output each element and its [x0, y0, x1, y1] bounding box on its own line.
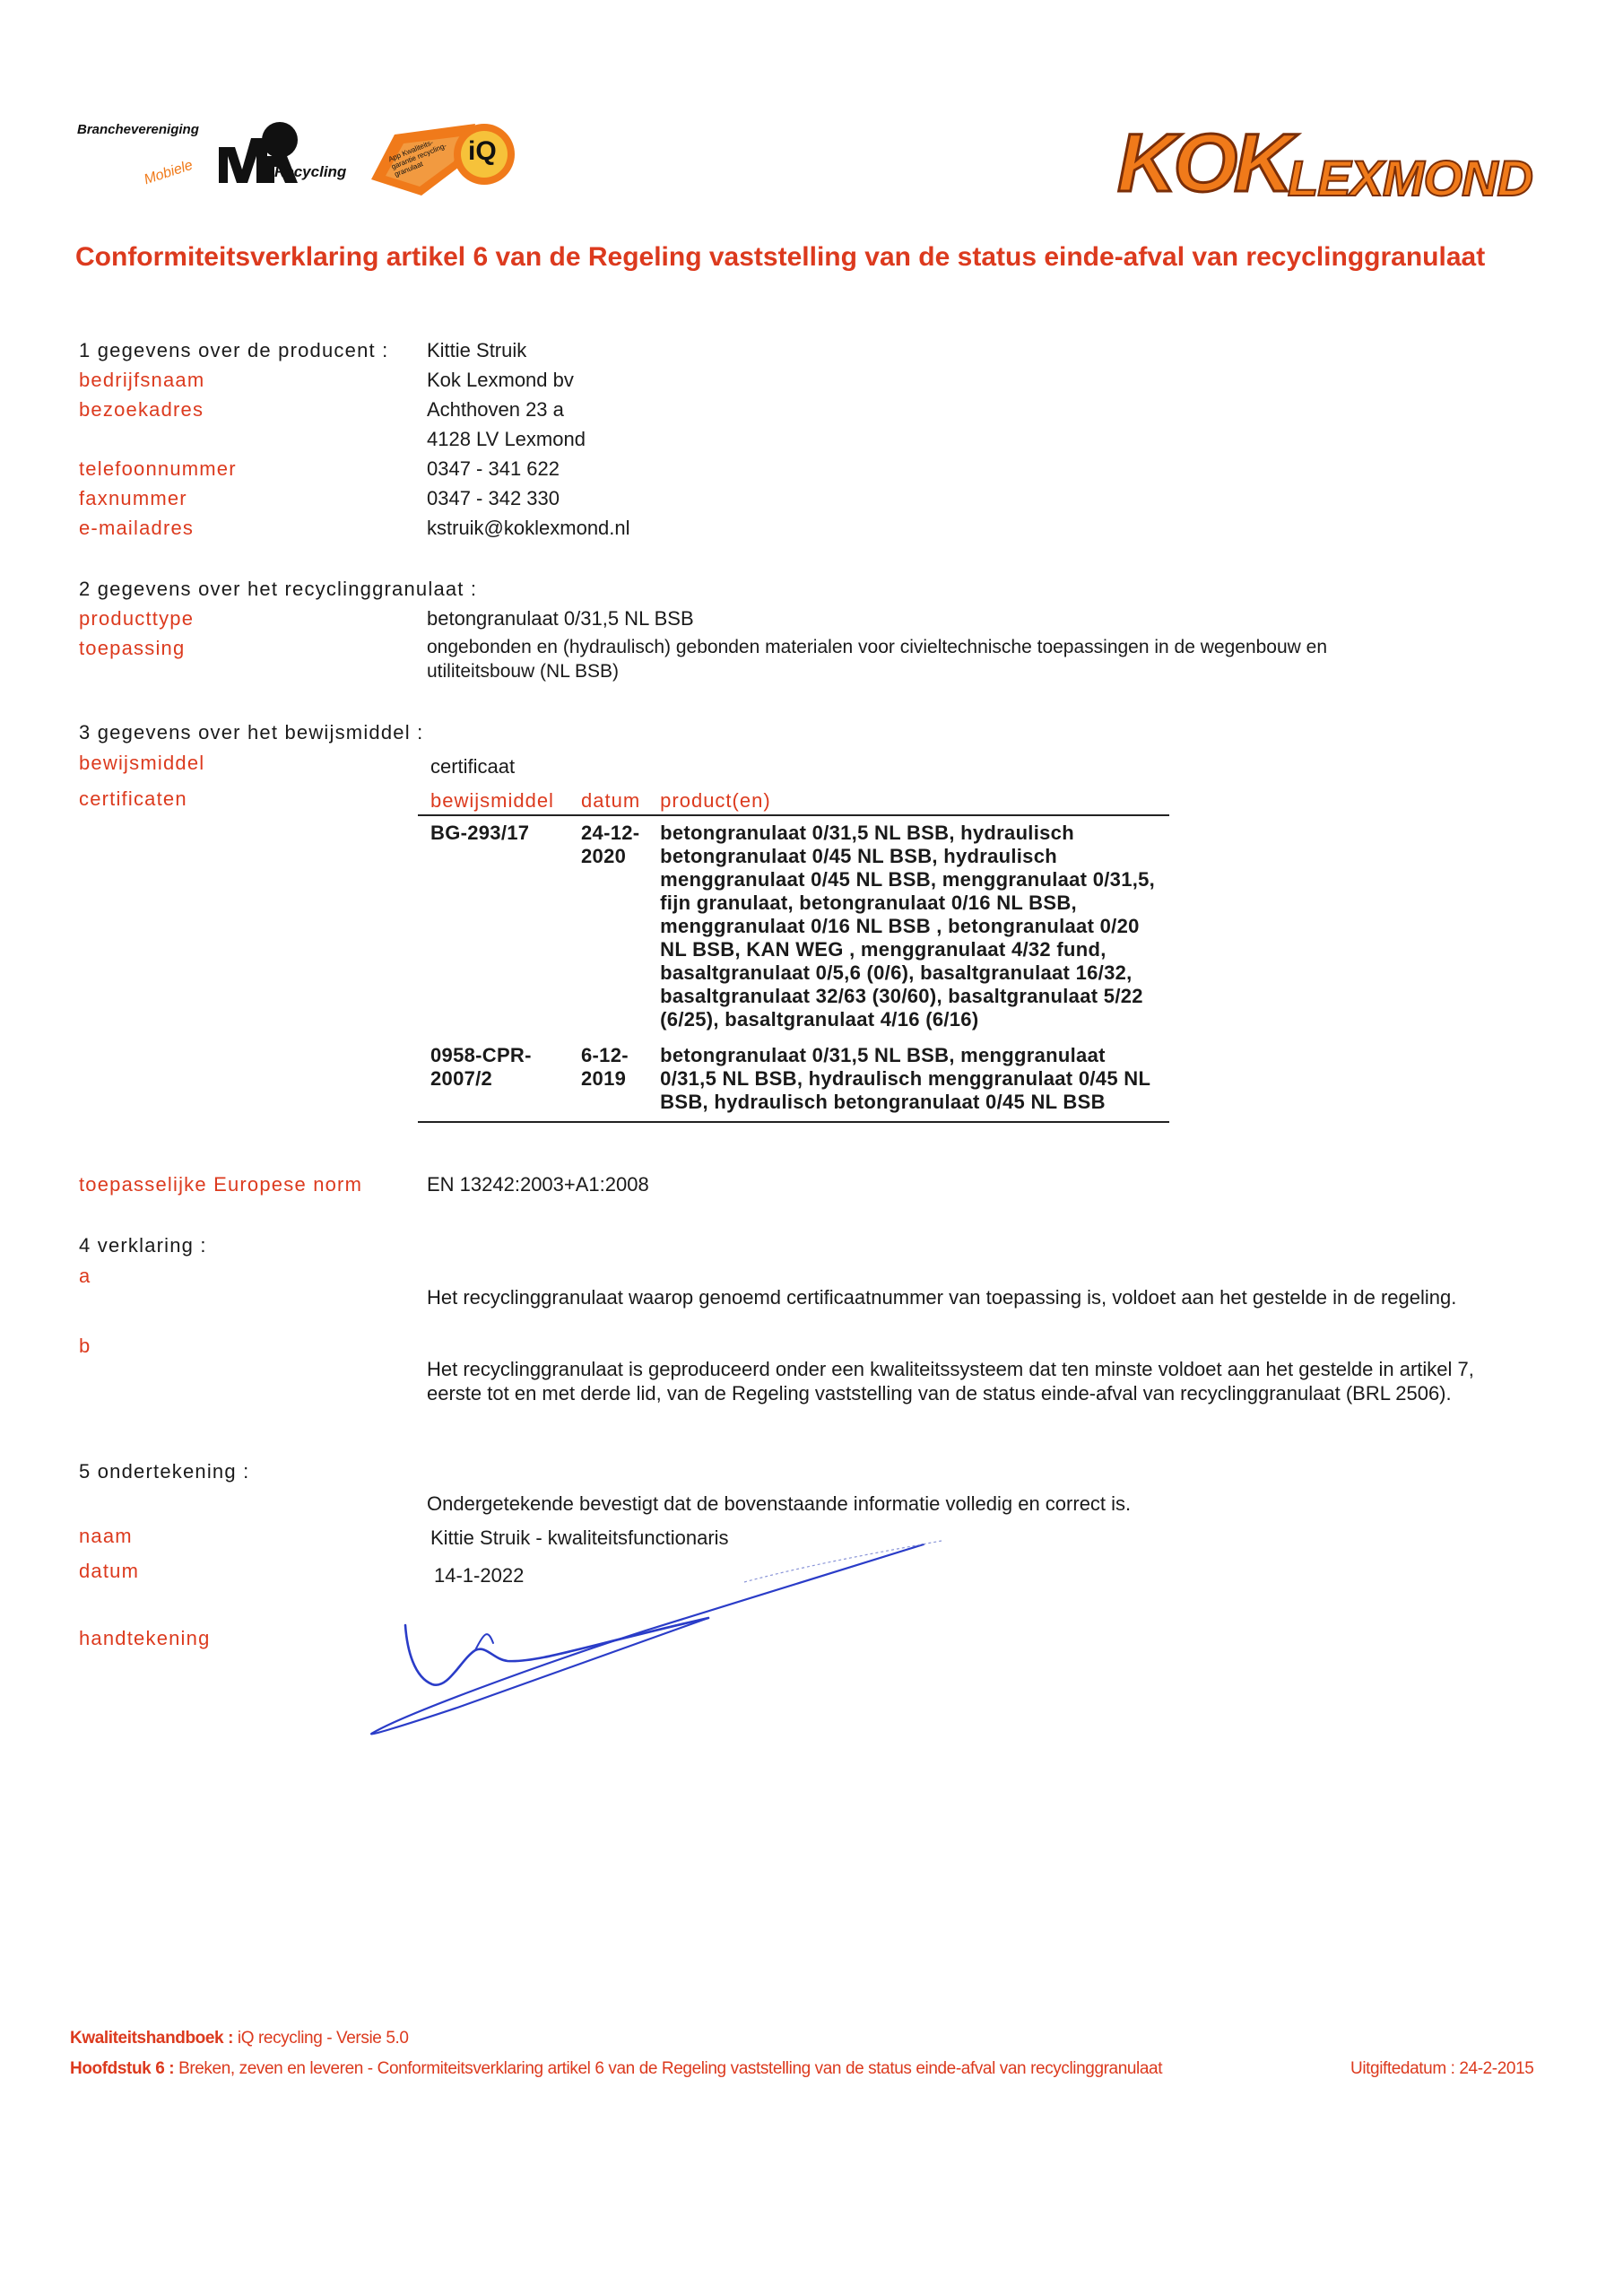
branchevereniging-logo: [72, 115, 359, 213]
footer-uitgiftedatum: Uitgiftedatum : 24-2-2015: [1350, 2059, 1534, 2078]
value-toepassing-line2: utiliteitsbouw (NL BSB): [427, 661, 619, 682]
value-datum: 14-1-2022: [434, 1564, 525, 1587]
footer-line1: [70, 2029, 409, 2048]
cell-datum: 24-12-2020: [581, 822, 640, 867]
value-postcode: 4128 LV Lexmond: [427, 428, 586, 450]
value-faxnummer: 0347 - 342 330: [427, 487, 560, 509]
cell-datum: 6-12-2019: [568, 1039, 647, 1122]
value-naam: Kittie Struik - kwaliteitsfunctionaris: [430, 1526, 729, 1549]
table-row: [418, 815, 1169, 1039]
logo-kok: KOK: [1117, 117, 1290, 209]
footer-line2: [70, 2059, 1162, 2079]
kok-lexmond-logo: [1112, 109, 1560, 217]
label-certificaten: certificaten: [79, 787, 187, 810]
section4-header: 4 verklaring :: [79, 1234, 207, 1257]
cell-bewijsmiddel: 0958-CPR-2007/2: [418, 1039, 568, 1122]
label-producttype: producttype: [79, 607, 195, 630]
value-a: Het recyclinggranulaat waarop genoemd certificaatnummer van toepassing is, voldoet aan het gestelde in de regeling.: [427, 1286, 1457, 1309]
value-bezoekadres: Achthoven 23 a: [427, 398, 564, 421]
label-a: a: [79, 1265, 91, 1287]
label-datum: datum: [79, 1560, 140, 1582]
logo-lexmond: LEXMOND: [1288, 150, 1532, 206]
iq-badge-ribbon-text: App Kwaliteits-garantie recycling-granulaat: [386, 138, 448, 179]
section1-header: 1 gegevens over de producent :: [79, 339, 389, 361]
section3-header: 3 gegevens over het bewijsmiddel :: [79, 721, 424, 744]
column-header-bewijsmiddel: bewijsmiddel: [418, 789, 568, 815]
logo-text-branche-2: ng: [182, 122, 199, 137]
footer-line2-label: Hoofdstuk 6 :: [70, 2059, 175, 2078]
cell-producten: betongranulaat 0/31,5 NL BSB, menggranulaat 0/31,5 NL BSB, hydraulisch menggranulaat 0/45 NL BSB, hydraulisch betongranulaat 0/45 NL BSB: [647, 1039, 1169, 1122]
label-email: e-mailadres: [79, 517, 195, 539]
label-bezoekadres: bezoekadres: [79, 398, 204, 421]
label-b: b: [79, 1335, 91, 1357]
value-b-line2: eerste tot en met derde lid, van de Regeling vaststelling van de status einde-afval van recyclinggranulaat (BRL 2506).: [427, 1382, 1452, 1405]
footer-line2-text: Breken, zeven en leveren - Conformiteitsverklaring artikel 6 van de Regeling vaststelling van de status einde-afval van recyclinggranulaat: [174, 2059, 1163, 2078]
value-bewijsmiddel: certificaat: [430, 755, 516, 778]
iq-badge-logo: [368, 117, 529, 206]
value-europese-norm: EN 13242:2003+A1:2008: [427, 1173, 649, 1196]
value-telefoonnummer: 0347 - 341 622: [427, 457, 560, 480]
label-europese-norm: toepasselijke Europese norm: [79, 1173, 363, 1196]
label-bedrijfsnaam: bedrijfsnaam: [79, 369, 205, 391]
iq-badge-text: iQ: [468, 136, 497, 166]
footer-line1-label: Kwaliteitshandboek :: [70, 2029, 234, 2048]
section5-header: 5 ondertekening :: [79, 1460, 250, 1483]
page-title: Conformiteitsverklaring artikel 6 van de Regeling vaststelling van de status einde-afval van recyclinggranulaat: [75, 242, 1486, 272]
section2-header: 2 gegevens over het recyclinggranulaat :: [79, 578, 478, 600]
column-header-producten: product(en): [647, 789, 1169, 815]
label-naam: naam: [79, 1525, 133, 1547]
certificates-table: [418, 789, 1169, 1123]
section1-header-value: Kittie Struik: [427, 339, 527, 361]
label-telefoonnummer: telefoonnummer: [79, 457, 237, 480]
label-toepassing: toepassing: [79, 637, 186, 659]
value-producttype: betongranulaat 0/31,5 NL BSB: [427, 607, 694, 630]
value-statement: Ondergetekende bevestigt dat de bovenstaande informatie volledig en correct is.: [427, 1492, 1132, 1515]
logo-text-branche-1: Brancheverenigi: [77, 122, 183, 137]
label-bewijsmiddel: bewijsmiddel: [79, 752, 205, 774]
value-b-line1: Het recyclinggranulaat is geproduceerd onder een kwaliteitssysteem dat ten minste voldoet aan het gestelde in artikel 7,: [427, 1358, 1474, 1380]
value-toepassing-line1: ongebonden en (hydraulisch) gebonden materialen voor civieltechnische toepassingen in de wegenbouw en: [427, 637, 1328, 657]
cell-producten: betongranulaat 0/31,5 NL BSB, hydraulisch betongranulaat 0/45 NL BSB, hydraulisch menggranulaat 0/45 NL BSB, menggranulaat 0/31,5, fijn granulaat, betongranulaat 0/16 NL BSB, menggranulaat 0/16 NL BSB , betongranulaat 0/20 NL BSB, KAN WEG , menggranulaat 4/32 fund, basaltgranulaat 0/5,6 (0/6), basaltgranulaat 16/32, basaltgranulaat 32/63 (30/60), basaltgranulaat 5/22 (6/25), basaltgranulaat 4/16 (6/16): [660, 822, 1156, 1031]
value-bedrijfsnaam: Kok Lexmond bv: [427, 369, 574, 391]
label-faxnummer: faxnummer: [79, 487, 187, 509]
column-header-datum: datum: [568, 789, 647, 815]
footer-line1-text: iQ recycling - Versie 5.0: [233, 2029, 409, 2048]
table-row: [418, 1039, 1169, 1122]
value-email: kstruik@koklexmond.nl: [427, 517, 630, 539]
signature-image: [350, 1525, 959, 1758]
logo-mobiele: Mobiele: [142, 157, 195, 188]
logo-recycling: Recycling: [274, 163, 347, 180]
table-header-row: [418, 789, 1169, 815]
cell-bewijsmiddel: BG-293/17: [430, 822, 530, 844]
mr-logo-icon: [215, 120, 305, 192]
label-handtekening: handtekening: [79, 1627, 211, 1649]
